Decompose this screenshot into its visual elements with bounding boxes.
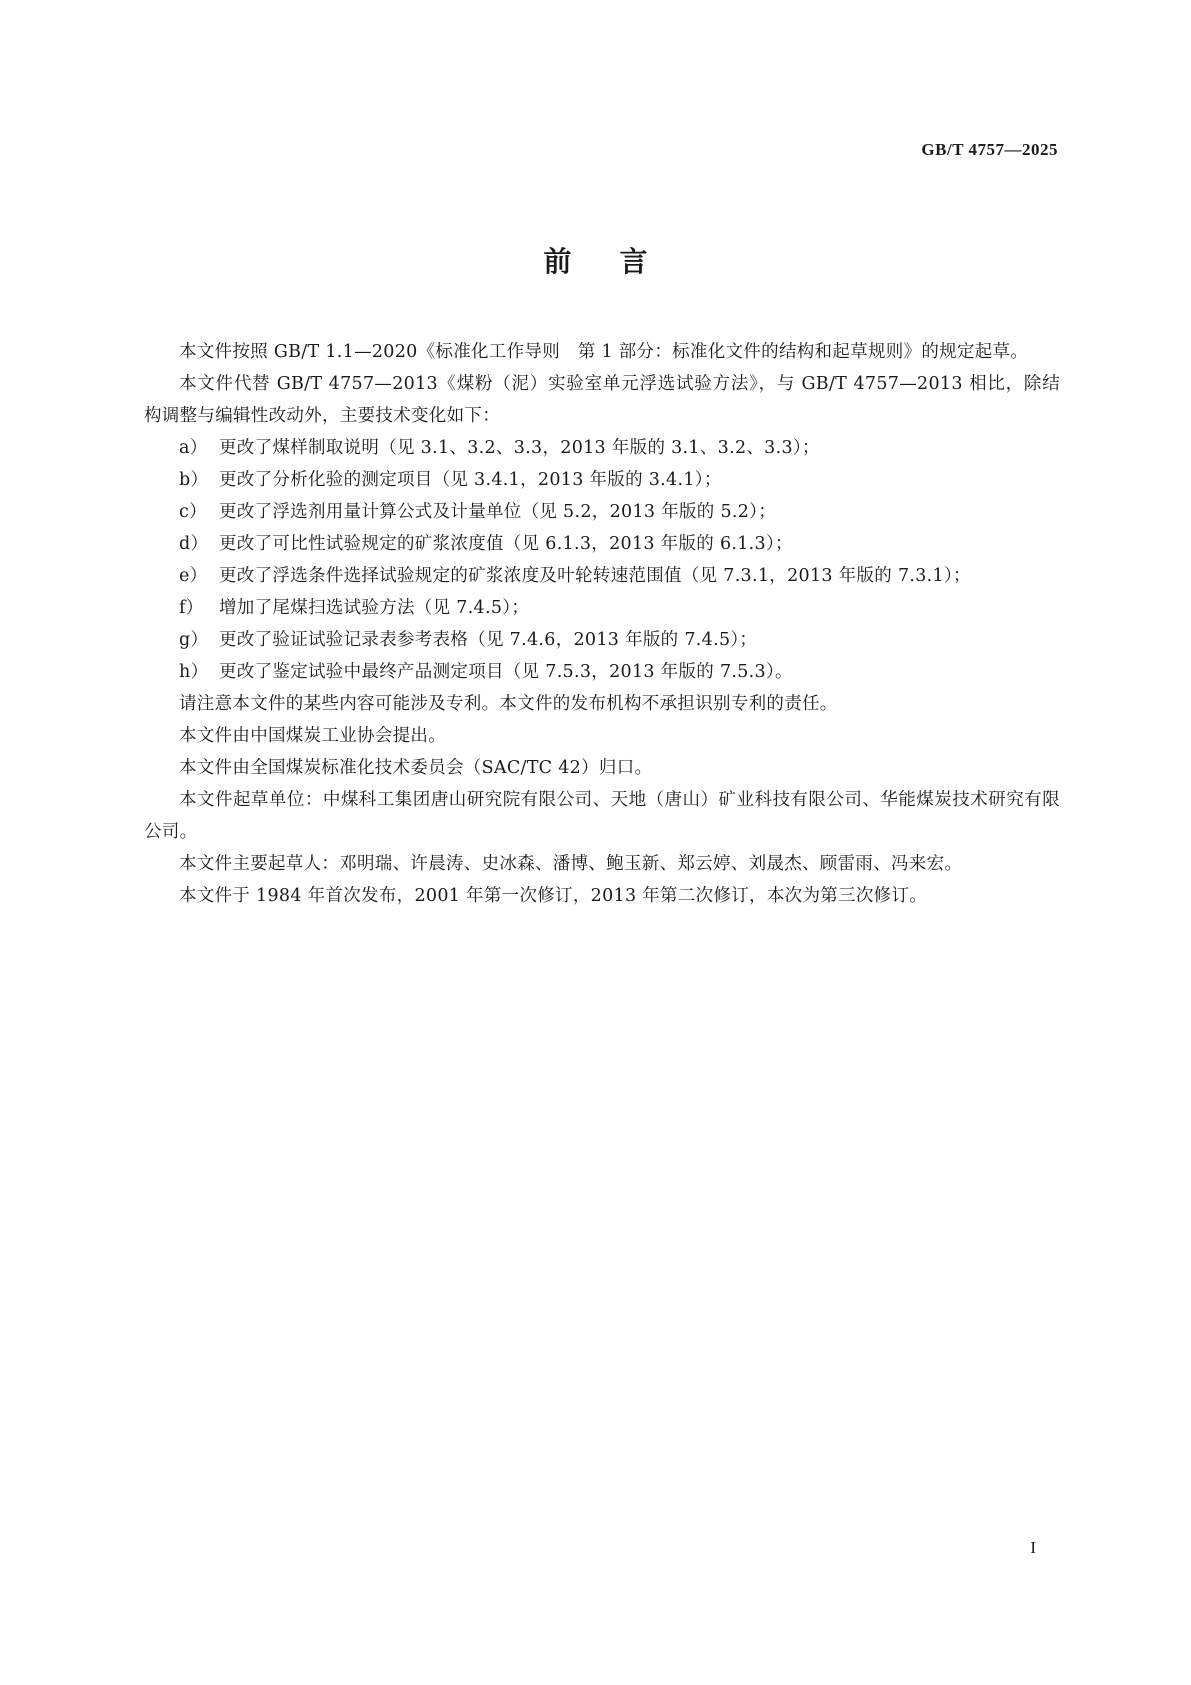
paragraph-drafters: 本文件主要起草人：邓明瑞、许晨涛、史冰森、潘博、鲍玉新、郑云婷、刘晟杰、顾雷雨、冯来宏。: [179, 854, 963, 874]
foreword-body: [144, 336, 1060, 912]
change-item-letter: e）: [179, 566, 208, 586]
paragraph-patent-notice: 请注意本文件的某些内容可能涉及专利。本文件的发布机构不承担识别专利的责任。: [179, 694, 838, 714]
paragraph-technical-committee: 本文件由全国煤炭标准化技术委员会（SAC/TC 42）归口。: [179, 758, 653, 778]
page-number: I: [1030, 1538, 1036, 1557]
document-code: GB/T 4757—2025: [921, 140, 1058, 159]
change-item-letter: a）: [179, 438, 208, 458]
change-item-text: 更改了浮选剂用量计算公式及计量单位（见 5.2，2013 年版的 5.2）；: [219, 502, 777, 522]
change-item-text: 更改了浮选条件选择试验规定的矿浆浓度及叶轮转速范围值（见 7.3.1，2013 年版的 7.3.1）；: [219, 566, 971, 586]
change-item-f: [144, 592, 1060, 624]
change-item-text: 更改了分析化验的测定项目（见 3.4.1，2013 年版的 3.4.1）；: [219, 470, 722, 490]
change-item-e: [144, 560, 1060, 592]
change-item-g: [144, 624, 1060, 656]
paragraph-proposer: 本文件由中国煤炭工业协会提出。: [179, 726, 446, 746]
change-item-letter: h）: [179, 662, 209, 682]
paragraph-drafting-rules: 本文件按照 GB/T 1.1—2020《标准化工作导则 第 1 部分：标准化文件的结构和起草规则》的规定起草。: [179, 342, 1029, 362]
change-item-d: [144, 528, 1060, 560]
change-item-text: 更改了鉴定试验中最终产品测定项目（见 7.5.3，2013 年版的 7.5.3）。: [219, 662, 793, 682]
change-item-text: 增加了尾煤扫选试验方法（见 7.4.5）；: [219, 598, 530, 618]
paragraph-drafting-units: 本文件起草单位：中煤科工集团唐山研究院有限公司、天地（唐山）矿业科技有限公司、华能煤炭技术研究有限公司。: [144, 790, 1060, 842]
change-item-b: [144, 464, 1060, 496]
paragraph-history: 本文件于 1984 年首次发布，2001 年第一次修订，2013 年第二次修订，本次为第三次修订。: [179, 886, 928, 906]
paragraph-replacement: 本文件代替 GB/T 4757—2013《煤粉（泥）实验室单元浮选试验方法》，与 GB/T 4757—2013 相比，除结构调整与编辑性改动外，主要技术变化如下：: [144, 374, 1060, 426]
change-item-text: 更改了可比性试验规定的矿浆浓度值（见 6.1.3，2013 年版的 6.1.3）；: [219, 534, 793, 554]
change-item-letter: c）: [179, 502, 207, 522]
page-title: 前言: [543, 245, 696, 278]
change-item-c: [144, 496, 1060, 528]
change-item-letter: g）: [179, 630, 209, 650]
change-item-h: [144, 656, 1060, 688]
change-item-a: [144, 432, 1060, 464]
change-item-letter: f）: [179, 598, 204, 618]
change-item-letter: b）: [179, 470, 209, 490]
change-item-text: 更改了煤样制取说明（见 3.1、3.2、3.3，2013 年版的 3.1、3.2、3.3）；: [219, 438, 820, 458]
change-item-letter: d）: [179, 534, 209, 554]
change-item-text: 更改了验证试验记录表参考表格（见 7.4.6，2013 年版的 7.4.5）；: [219, 630, 758, 650]
